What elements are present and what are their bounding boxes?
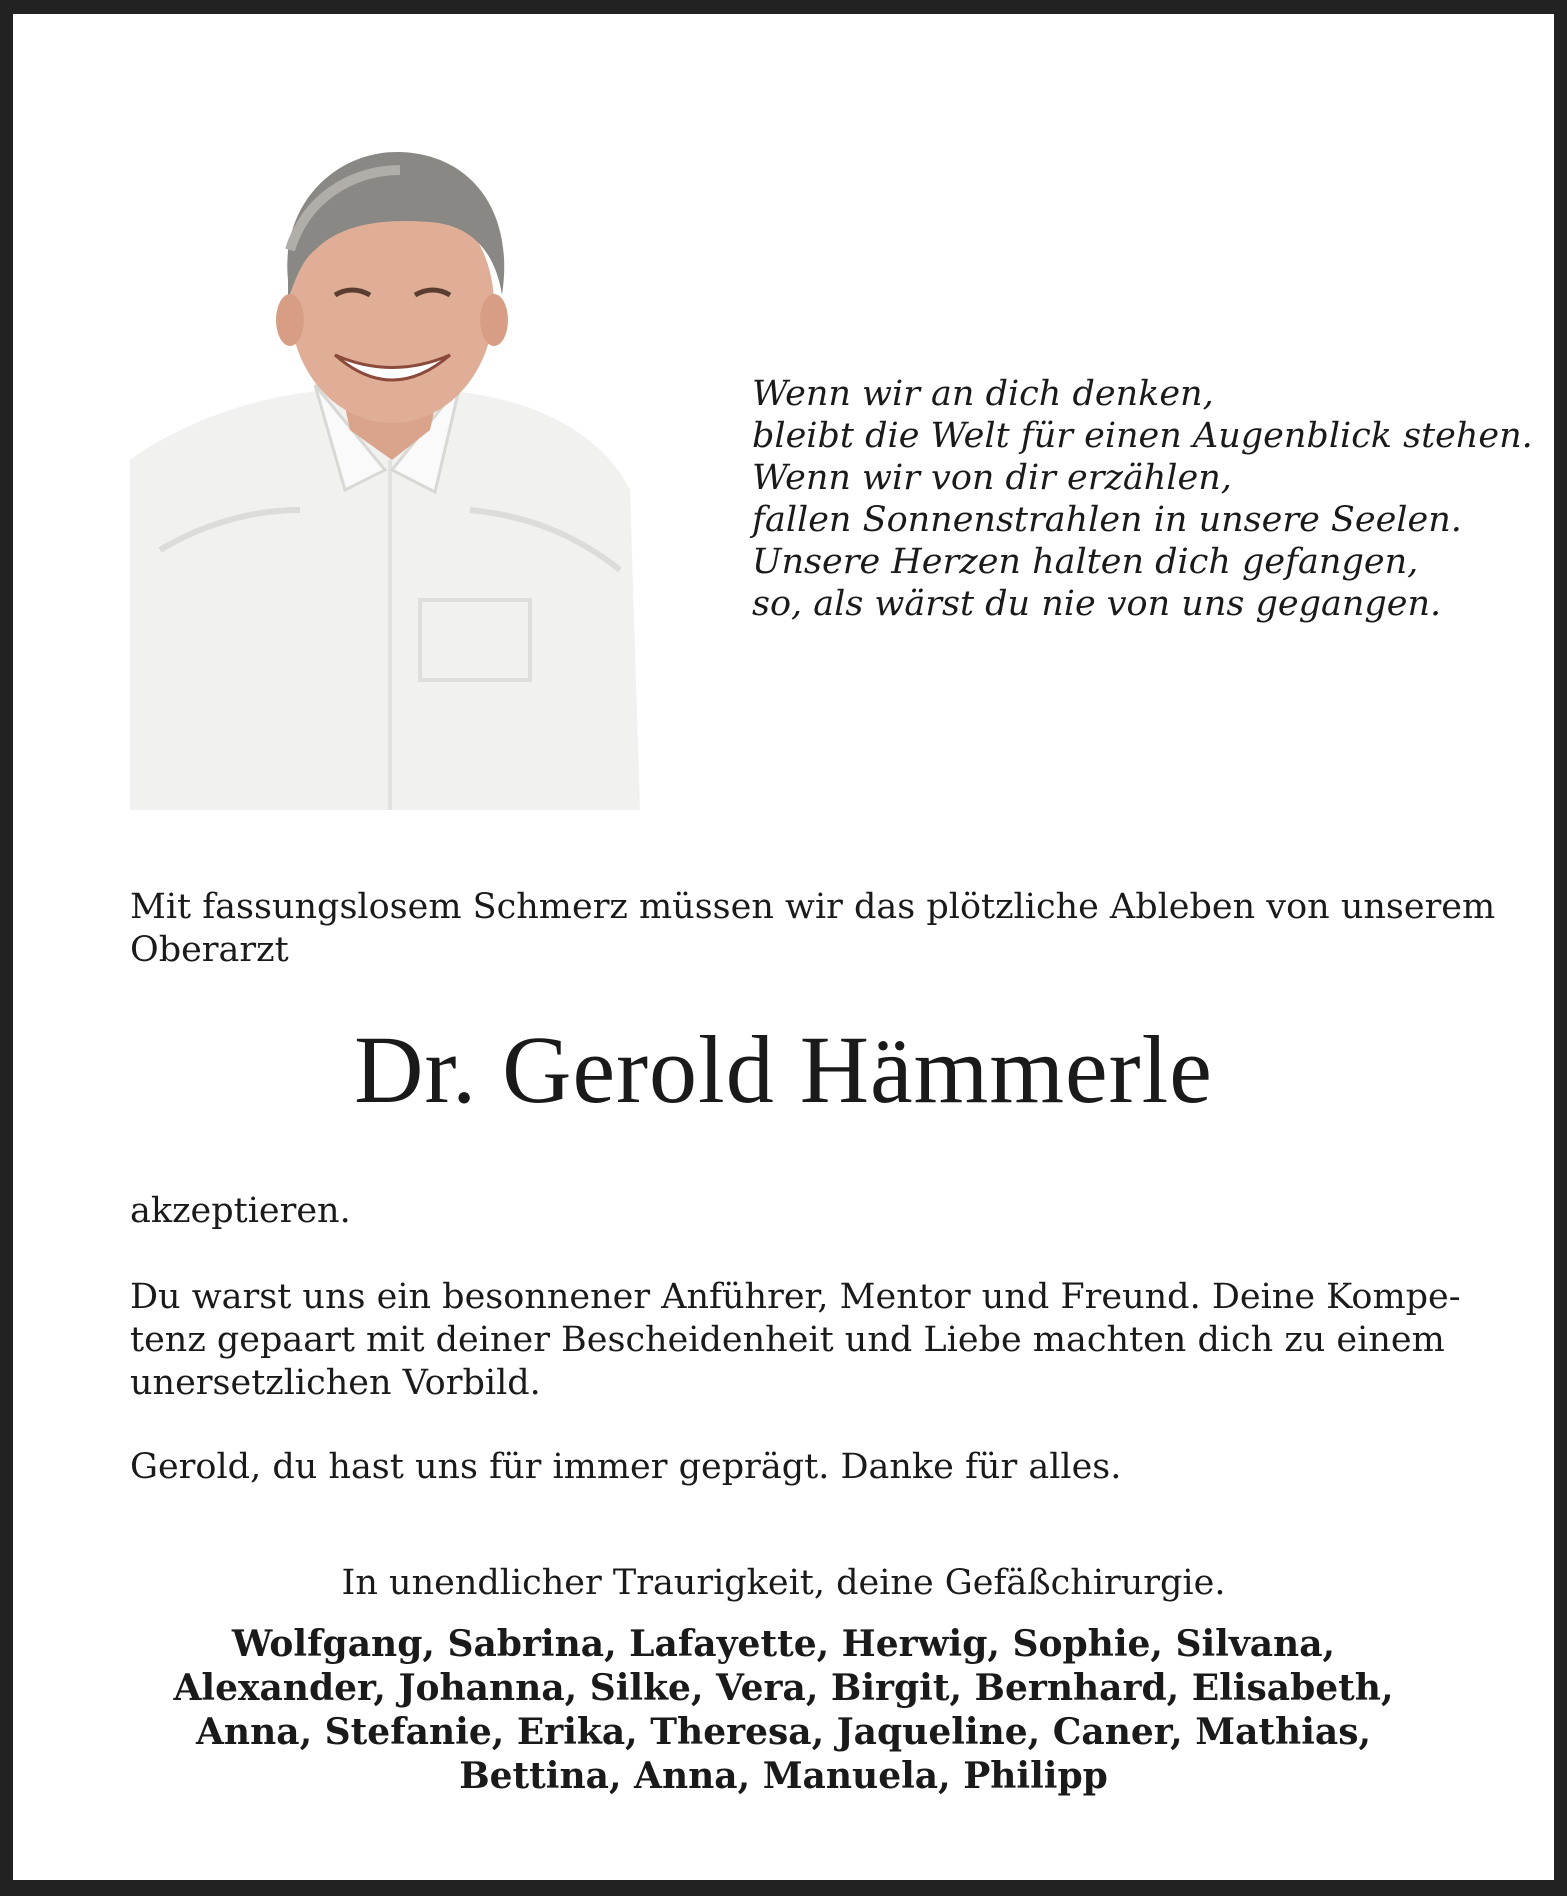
- poem-line: Unsere Herzen halten dich gefangen,: [752, 542, 1419, 582]
- accept-line: akzeptieren.: [130, 1191, 351, 1231]
- poem-line: Wenn wir von dir erzählen,: [752, 458, 1232, 498]
- signatories-line: Wolfgang, Sabrina, Lafayette, Herwig, Sophie, Silvana,: [231, 1623, 1336, 1665]
- memorial-poem: [752, 373, 1533, 625]
- poem-line: so, als wärst du nie von uns gegangen.: [752, 584, 1442, 624]
- signatories: [0, 1622, 1567, 1798]
- portrait-image: [130, 130, 640, 810]
- signatories-line: Anna, Stefanie, Erika, Theresa, Jaqueline, Caner, Mathias,: [195, 1711, 1371, 1753]
- thanks-line: Gerold, du hast uns für immer geprägt. Danke für alles.: [130, 1447, 1122, 1487]
- tribute-line: Du warst uns ein besonnener Anführer, Mentor und Freund. Deine Kompe-: [130, 1277, 1461, 1317]
- closing-line: In unendlicher Traurigkeit, deine Gefäßchirurgie.: [341, 1563, 1226, 1603]
- tribute-paragraph: [130, 1276, 1461, 1405]
- accept-text: [130, 1190, 1440, 1233]
- signatories-line: Bettina, Anna, Manuela, Philipp: [459, 1755, 1108, 1797]
- thanks-paragraph: [130, 1446, 1440, 1489]
- intro-line: Oberarzt: [130, 930, 289, 970]
- poem-line: Wenn wir an dich denken,: [752, 374, 1214, 414]
- tribute-line: unersetzlichen Vorbild.: [130, 1363, 541, 1403]
- poem-line: fallen Sonnenstrahlen in unsere Seelen.: [752, 500, 1462, 540]
- portrait-photo: [130, 130, 640, 810]
- poem-line: bleibt die Welt für einen Augenblick stehen.: [752, 416, 1533, 456]
- intro-text: [130, 886, 1496, 972]
- tribute-line: tenz gepaart mit deiner Bescheidenheit und Liebe machten dich zu einem: [130, 1320, 1445, 1360]
- intro-line: Mit fassungslosem Schmerz müssen wir das plötzliche Ableben von unserem: [130, 887, 1496, 927]
- deceased-name: Dr. Gerold Hämmerle: [354, 1016, 1213, 1123]
- signatories-line: Alexander, Johanna, Silke, Vera, Birgit, Bernhard, Elisabeth,: [173, 1667, 1394, 1709]
